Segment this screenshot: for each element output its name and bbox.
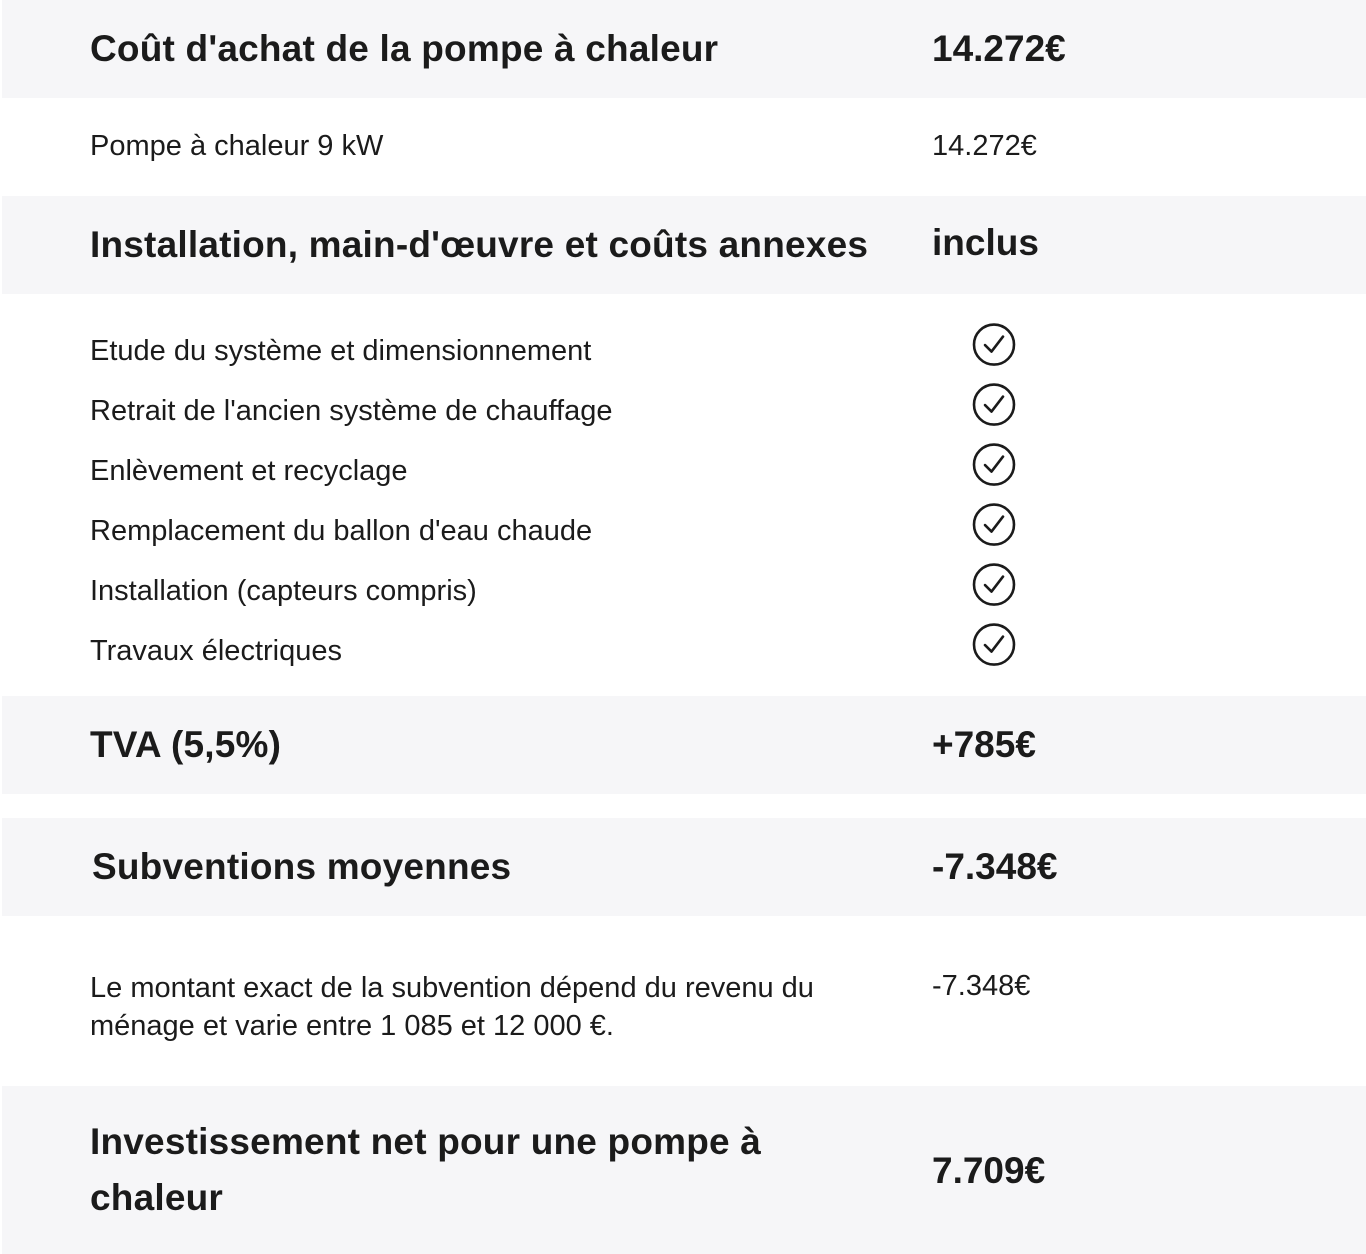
- net-investment-value: 7.709€: [932, 1150, 1046, 1191]
- net-investment-title: Investissement net pour une pompe à chaleur: [90, 1121, 762, 1218]
- subsidies-value: -7.348€: [932, 846, 1058, 887]
- vat-row: [2, 696, 1366, 794]
- installation-title: Installation, main-d'œuvre et coûts annexes: [90, 224, 869, 265]
- purchase-item-value: 14.272€: [932, 130, 1037, 162]
- list-item: [2, 439, 1366, 499]
- check-circle-icon: [972, 383, 1016, 427]
- list-item: [2, 379, 1366, 439]
- list-item-label: Etude du système et dimensionnement: [90, 335, 592, 368]
- purchase-header-row: [2, 0, 1366, 98]
- check-circle-icon: [972, 623, 1016, 667]
- list-item-label: Travaux électriques: [90, 635, 342, 668]
- vat-value: +785€: [932, 724, 1036, 765]
- subsidies-note-row: [2, 916, 1366, 1086]
- list-item: [2, 559, 1366, 619]
- subsidies-header-row: [2, 818, 1366, 916]
- purchase-item-row: [2, 98, 1366, 196]
- list-item: [2, 619, 1366, 679]
- purchase-title: Coût d'achat de la pompe à chaleur: [90, 28, 719, 69]
- check-circle-icon: [972, 443, 1016, 487]
- check-circle-icon: [972, 563, 1016, 607]
- purchase-item-label: Pompe à chaleur 9 kW: [90, 130, 384, 162]
- subsidies-title: Subventions moyennes: [92, 846, 512, 887]
- list-item-label: Installation (capteurs compris): [90, 575, 477, 608]
- subsidies-note: Le montant exact de la subvention dépend du revenu du ménage et varie entre 1 085 et 12 000 €.: [90, 972, 814, 1042]
- subsidies-note-value: -7.348€: [932, 970, 1031, 1002]
- net-investment-row: [2, 1086, 1366, 1254]
- installation-value: inclus: [932, 222, 1039, 263]
- list-item: [2, 319, 1366, 379]
- purchase-total: 14.272€: [932, 28, 1066, 69]
- installation-list: [2, 294, 1366, 696]
- installation-header-row: [2, 196, 1366, 294]
- check-circle-icon: [972, 323, 1016, 367]
- list-item-label: Retrait de l'ancien système de chauffage: [90, 395, 613, 428]
- list-item-label: Remplacement du ballon d'eau chaude: [90, 515, 593, 548]
- list-item: [2, 499, 1366, 559]
- vat-title: TVA (5,5%): [90, 724, 282, 765]
- list-item-label: Enlèvement et recyclage: [90, 455, 408, 488]
- check-circle-icon: [972, 503, 1016, 547]
